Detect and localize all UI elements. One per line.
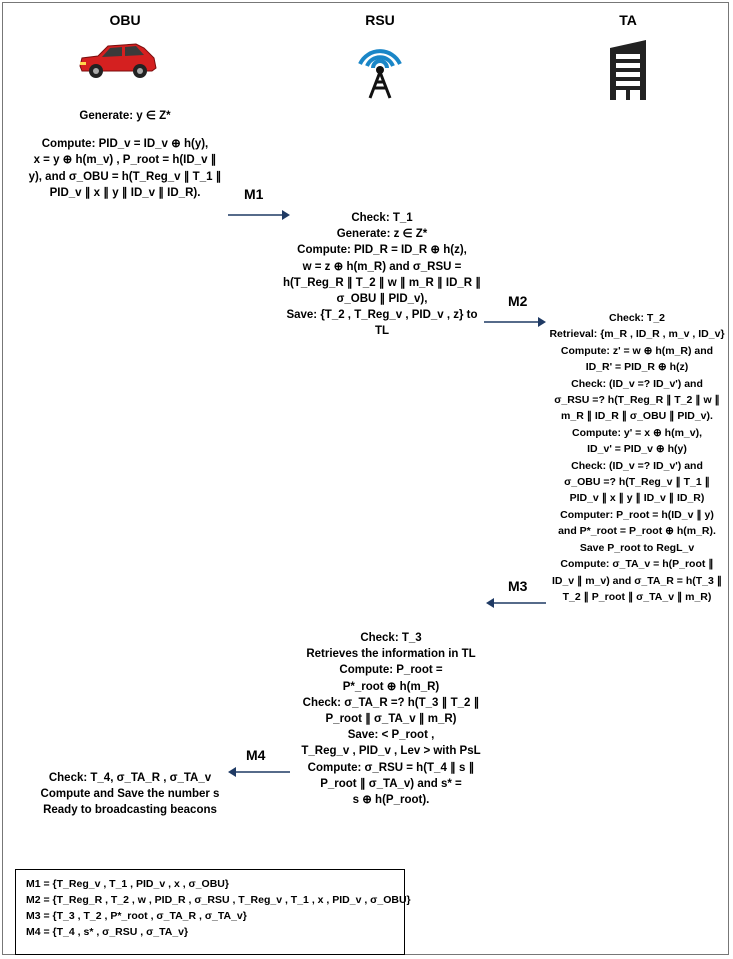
ta-block-line: Check: (ID_v =? ID_v') and [571,459,703,472]
message-label-m2: M2 [508,293,528,309]
ta-block-line: Check: (ID_v =? ID_v') and [571,377,703,390]
rsu-block2-line: T_Reg_v , PID_v , Lev > with PsL [301,745,481,758]
rsu-block1-line: Compute: PID_R = ID_R ⊕ h(z), [297,244,467,257]
rsu-block2-line: Compute: σ_RSU = h(T_4 ∥ s ∥ [307,761,475,774]
arrow-m3-left [486,597,546,609]
rsu-block2-line: Check: σ_TA_R =? h(T_3 ∥ T_2 ∥ [302,696,480,709]
rsu-check-block [272,210,492,340]
ta-block-line: m_R ∥ ID_R ∥ σ_OBU ∥ PID_v). [561,410,713,423]
obu-block2-line: Check: T_4, σ_TA_R , σ_TA_v [48,772,212,784]
obu-block1-line: PID_v ∥ x ∥ y ∥ ID_v ∥ ID_R). [49,186,201,199]
rsu-block1-line: TL [374,325,390,338]
obu-block2-line: Ready to broadcasting beacons [43,804,217,817]
ta-block-line: Computer: P_root = h(ID_v ∥ y) [560,508,714,521]
legend-line-m4: M4 = {T_4 , s* , σ_RSU , σ_TA_v} [26,926,189,938]
rsu-block1-line: Save: {T_2 , T_Reg_v , PID_v , z} to [286,309,478,322]
rsu-block1-line: w = z ⊕ h(m_R) and σ_RSU = [302,260,462,273]
obu-title: OBU [109,12,141,28]
ta-block-line: PID_v ∥ x ∥ y ∥ ID_v ∥ ID_R) [569,492,705,505]
legend-line-m2: M2 = {T_Reg_R , T_2 , w , PID_R , σ_RSU , T_Reg_v , T_1 , x , PID_v , σ_OBU} [26,894,411,906]
rsu-block2-line: P_root ∥ σ_TA_v ∥ m_R) [325,713,457,726]
ta-block-line: σ_RSU =? h(T_Reg_R ∥ T_2 ∥ w ∥ [554,394,720,407]
arrow-m1-right [228,209,290,221]
obu-block1-line: x = y ⊕ h(m_v) , P_root = h(ID_v ∥ [33,154,217,167]
arrow-m2-right [484,316,546,328]
ta-block-line: ID_v' = PID_v ⊕ h(y) [587,443,687,456]
car-icon [74,40,160,80]
ta-block-line: Save P_root to RegL_v [579,541,695,554]
rsu-block2-line: Compute: P_root = [339,664,443,677]
message-label-m1: M1 [244,186,264,202]
ta-block-line: Compute: z' = w ⊕ h(m_R) and [560,344,714,357]
ta-verification-block [544,310,730,605]
obu-block2-line: Compute and Save the number s [40,788,220,801]
obu-final-block [20,770,240,819]
rsu-block1-line: σ_OBU ∥ PID_v), [336,293,428,306]
rsu-block1-line: h(T_Reg_R ∥ T_2 ∥ w ∥ m_R ∥ ID_R ∥ [282,276,482,289]
rsu-retrieve-block [292,630,490,808]
rsu-block2-line: P_root ∥ σ_TA_v) and s* = [320,777,462,790]
ta-block-line: Check: T_2 [608,312,666,324]
message-label-m3: M3 [508,578,528,594]
rsu-title: RSU [365,12,395,28]
obu-generate-compute-block [10,108,240,201]
rsu-block2-line: s ⊕ h(P_root). [352,794,430,807]
ta-block-line: Compute: y' = x ⊕ h(m_v), [571,426,703,439]
rsu-block2-line: P*_root ⊕ h(m_R) [342,680,440,693]
obu-block1-line: Compute: PID_v = ID_v ⊕ h(y), [41,138,209,151]
office-building-icon [608,38,648,100]
rsu-block2-line: Retrieves the information in TL [306,648,476,661]
rsu-block2-line: Save: < P_root , [347,729,435,742]
ta-title: TA [619,12,637,28]
obu-block1-line: Generate: y ∈ Z* [79,110,171,122]
rsu-block2-line: Check: T_3 [360,632,422,644]
antenna-tower-icon [352,38,408,100]
ta-block-line: T_2 ∥ P_root ∥ σ_TA_v ∥ m_R) [562,590,712,603]
arrow-m4-left [228,766,290,778]
ta-block-line: ID_v ∥ m_v) and σ_TA_R = h(T_3 ∥ [551,574,723,587]
legend-line-m3: M3 = {T_3 , T_2 , P*_root , σ_TA_R , σ_TA_v} [26,910,247,922]
rsu-block1-line: Generate: z ∈ Z* [336,228,428,241]
rsu-block1-line: Check: T_1 [351,212,413,224]
ta-block-line: and P*_root = P_root ⊕ h(m_R). [558,525,716,538]
ta-block-line: σ_OBU =? h(T_Reg_v ∥ T_1 ∥ [564,476,710,489]
ta-block-line: Compute: σ_TA_v = h(P_root ∥ [560,558,714,571]
ta-block-line: Retrieval: {m_R , ID_R , m_v , ID_v} [549,328,725,341]
message-legend-box [15,869,411,955]
obu-block1-line [10,124,240,136]
legend-line-m1: M1 = {T_Reg_v , T_1 , PID_v , x , σ_OBU} [26,878,229,890]
ta-block-line: ID_R' = PID_R ⊕ h(z) [585,361,689,374]
obu-block1-line: y), and σ_OBU = h(T_Reg_v ∥ T_1 ∥ [28,170,222,183]
message-label-m4: M4 [246,747,266,763]
